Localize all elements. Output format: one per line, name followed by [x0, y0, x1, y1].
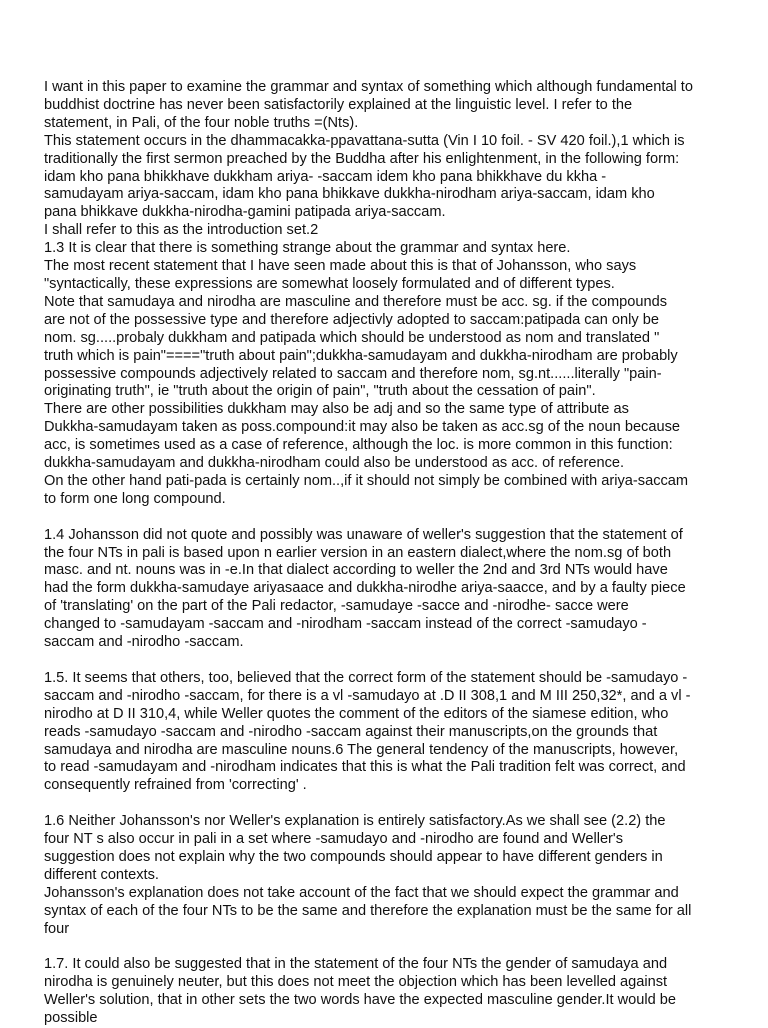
text-line: Weller's solution, that in other sets the two words have the expected masculine gender.It would be: [44, 992, 677, 1009]
text-line: statement, in Pali, of the four noble truths =(Nts).: [44, 114, 359, 131]
text-line: 1.4 Johansson did not quote and possibly was unaware of weller's suggestion that the statement of: [44, 526, 683, 543]
text-line: 1.3 It is clear that there is something strange about the grammar and syntax here.: [44, 240, 571, 257]
text-line: pana bhikkave dukkha-nirodha-gamini patipada ariya-saccam.: [44, 204, 446, 221]
paragraph: [44, 956, 734, 1028]
text-line: truth which is pain"===="truth about pain";dukkha-samudayam and dukkha-nirodham are probably: [44, 347, 678, 364]
text-line: nirodho at D II 310,4, while Weller quotes the comment of the editors of the siamese edition, who: [44, 705, 669, 722]
paragraph: [44, 222, 734, 240]
text-line: samudaya and nirodha are masculine nouns.6 The general tendency of the manuscripts, however,: [44, 741, 679, 758]
text-line: There are other possibilities dukkham may also be adj and so the same type of attribute as: [44, 401, 629, 418]
paragraph-gap: [44, 795, 734, 813]
text-line: nirodha is genuinely neuter, but this does not meet the objection which has been levelled against: [44, 974, 668, 991]
text-line: masc. and nt. nouns was in -e.In that dialect according to weller the 2nd and 3rd NTs would have: [44, 562, 668, 579]
paragraph: [44, 240, 734, 258]
text-line: "syntactically, these expressions are somewhat loosely formulated and of different types.: [44, 275, 615, 292]
text-line: to read -samudayam and -nirodham indicates that this is what the Pali tradition felt was correct, and: [44, 759, 686, 776]
text-line: the four NTs in pali is based upon n earlier version in an eastern dialect,where the nom.sg of both: [44, 544, 672, 561]
text-line: possessive compounds adjectively related to saccam and therefore nom, sg.nt......literally "pain-: [44, 365, 662, 382]
paragraph: [44, 294, 734, 401]
paragraph: [44, 401, 734, 473]
text-line: of 'translating' on the part of the Pali redactor, -samudaye -sacce and -nirodhe- sacce were: [44, 598, 629, 615]
text-line: nom. sg.....probaly dukkham and patipada which should be understood as nom and translated ": [44, 329, 660, 346]
text-line: changed to -samudayam -saccam and -nirodham -saccam instead of the correct -samudayo -: [44, 616, 647, 633]
text-line: Note that samudaya and nirodha are masculine and therefore must be acc. sg. if the compounds: [44, 293, 668, 310]
text-line: reads -samudayo -saccam and -nirodho -saccam against their manuscripts,on the grounds that: [44, 723, 658, 740]
paragraph-gap: [44, 509, 734, 527]
text-line: originating truth", ie "truth about the origin of pain", "truth about the cessation of pain".: [44, 383, 596, 400]
text-line: 1.6 Neither Johansson's nor Weller's explanation is entirely satisfactory.As we shall see (2.2) the: [44, 813, 666, 830]
text-line: Dukkha-samudayam taken as poss.compound:it may also be taken as acc.sg of the noun because: [44, 419, 681, 436]
paragraph: [44, 79, 734, 133]
text-line: are not of the possessive type and therefore adjectivly adopted to saccam:patipada can only be: [44, 311, 659, 328]
text-line: samudayam ariya-saccam, idam kho pana bhikkave dukkha-nirodham ariya-saccam, idam kho: [44, 186, 655, 203]
paragraph: [44, 885, 734, 939]
paragraph: [44, 527, 734, 652]
text-line: idam kho pana bhikkhave dukkham ariya- -saccam idem kho pana bhikkhave du kkha -: [44, 168, 607, 185]
document-page: [44, 79, 734, 1028]
text-line: different contexts.: [44, 866, 159, 883]
text-line: On the other hand pati-pada is certainly nom..,if it should not simply be combined with ariya-saccam: [44, 472, 689, 489]
text-line: had the form dukkha-samudaye ariyasaace and dukkha-nirodhe ariya-saacce, and by a faulty piece: [44, 580, 686, 597]
text-line: This statement occurs in the dhammacakka-ppavattana-sutta (Vin I 10 foil. - SV 420 foil.),1 which is: [44, 132, 685, 149]
text-line: 1.5. It seems that others, too, believed that the correct form of the statement should be -samudayo -: [44, 669, 688, 686]
text-line: I want in this paper to examine the grammar and syntax of something which although fundamental to: [44, 79, 693, 95]
text-line: to form one long compound.: [44, 490, 226, 507]
text-line: dukkha-samudayam and dukkha-nirodham could also be understood as acc. of reference.: [44, 455, 625, 472]
text-line: saccam and -nirodho -saccam.: [44, 634, 244, 651]
paragraph-gap: [44, 652, 734, 670]
text-line: suggestion does not explain why the two compounds should appear to have different genders in: [44, 848, 663, 865]
paragraph: [44, 258, 734, 294]
text-line: 1.7. It could also be suggested that in the statement of the four NTs the gender of samudaya and: [44, 956, 668, 973]
text-line: Johansson's explanation does not take account of the fact that we should expect the grammar and: [44, 884, 679, 901]
paragraph: [44, 670, 734, 795]
paragraph: [44, 133, 734, 223]
paragraph-gap: [44, 938, 734, 956]
text-line: four NT s also occur in pali in a set where -samudayo and -nirodho are found and Weller's: [44, 831, 624, 848]
text-line: traditionally the first sermon preached by the Buddha after his enlightenment, in the following form:: [44, 150, 680, 167]
paragraph: [44, 813, 734, 885]
text-line: I shall refer to this as the introduction set.2: [44, 222, 319, 239]
text-line: saccam and -nirodho -saccam, for there is a vl -samudayo at .D II 308,1 and M III 250,32*, and a vl -: [44, 687, 691, 704]
text-line: acc, is sometimes used as a case of reference, although the loc. is more common in this function:: [44, 437, 673, 454]
text-line: The most recent statement that I have seen made about this is that of Johansson, who says: [44, 258, 637, 275]
text-line: consequently refrained from 'correcting' .: [44, 777, 307, 794]
text-line: four: [44, 920, 70, 937]
text-line: buddhist doctrine has never been satisfactorily explained at the linguistic level. I refer to the: [44, 96, 633, 113]
paragraph: [44, 473, 734, 509]
text-line: syntax of each of the four NTs to be the same and therefore the explanation must be the same for all: [44, 902, 692, 919]
text-line: possible: [44, 1010, 98, 1027]
